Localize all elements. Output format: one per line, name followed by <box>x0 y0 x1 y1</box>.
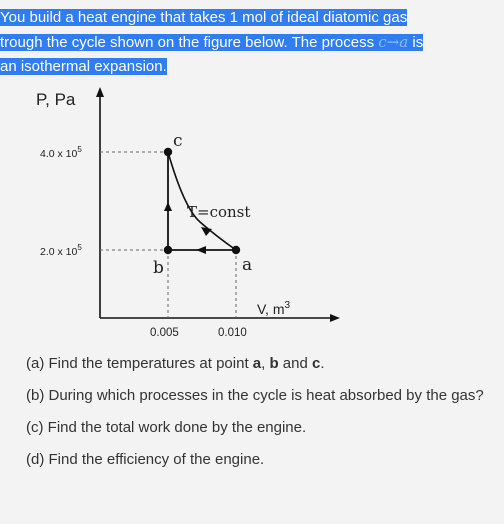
problem-statement <box>0 6 500 79</box>
process-ca-isotherm <box>168 152 236 250</box>
x-axis-label <box>257 300 291 317</box>
question-a-point-b: b <box>269 355 279 372</box>
question-list <box>26 353 496 481</box>
question-a-sep-1: , <box>261 355 270 372</box>
question-a-end: . <box>320 355 325 372</box>
pv-diagram <box>0 80 360 345</box>
point-a <box>232 246 240 254</box>
question-a-point-c: c <box>312 355 321 372</box>
ytick-high-mantissa: 4.0 x 10 <box>40 148 78 160</box>
ytick-low-exp: 5 <box>77 243 82 252</box>
question-d: (d) Find the efficiency of the engine. <box>26 451 265 468</box>
pv-diagram-svg <box>0 80 360 345</box>
isotherm-label: T=const <box>187 203 251 221</box>
question-c: (c) Find the total work done by the engine. <box>26 419 307 436</box>
ytick-low-mantissa: 2.0 x 10 <box>40 246 78 258</box>
ytick-high-exp: 5 <box>77 145 82 154</box>
question-a-point-a: a <box>252 355 262 372</box>
problem-line-2 <box>0 34 423 51</box>
question-b: (b) During which processes in the cycle is heat absorbed by the gas? <box>26 387 484 404</box>
problem-line-2-end: is <box>408 34 424 51</box>
x-axis-label-text: V, m <box>257 301 285 317</box>
arrow-bc <box>164 202 172 211</box>
problem-line-2-text: trough the cycle shown on the figure below. The process <box>0 34 379 51</box>
point-b <box>164 246 172 254</box>
question-a-sep-2: and <box>278 355 313 372</box>
process-to: a <box>399 33 409 51</box>
xtick-0010: 0.010 <box>218 327 247 339</box>
ytick-high <box>40 145 82 160</box>
problem-line-1: You build a heat engine that takes 1 mol of ideal diatomic gas <box>0 9 408 26</box>
x-axis-arrow <box>330 314 340 322</box>
x-axis-label-exp: 3 <box>284 300 291 311</box>
ytick-low <box>40 243 82 258</box>
question-a-text: (a) Find the temperatures at point <box>26 355 253 372</box>
y-axis-arrow <box>96 87 104 97</box>
arrow-ab <box>196 246 206 254</box>
process-from: c <box>378 33 387 51</box>
point-b-label: b <box>153 258 164 278</box>
problem-line-3: an isothermal expansion. <box>0 58 167 75</box>
question-a <box>26 353 496 375</box>
point-c <box>164 148 172 156</box>
xtick-0005: 0.005 <box>150 327 179 339</box>
point-c-label: c <box>173 131 183 151</box>
point-a-label: a <box>242 255 253 275</box>
process-arrow: → <box>386 33 400 51</box>
y-axis-label: P, Pa <box>36 90 76 109</box>
